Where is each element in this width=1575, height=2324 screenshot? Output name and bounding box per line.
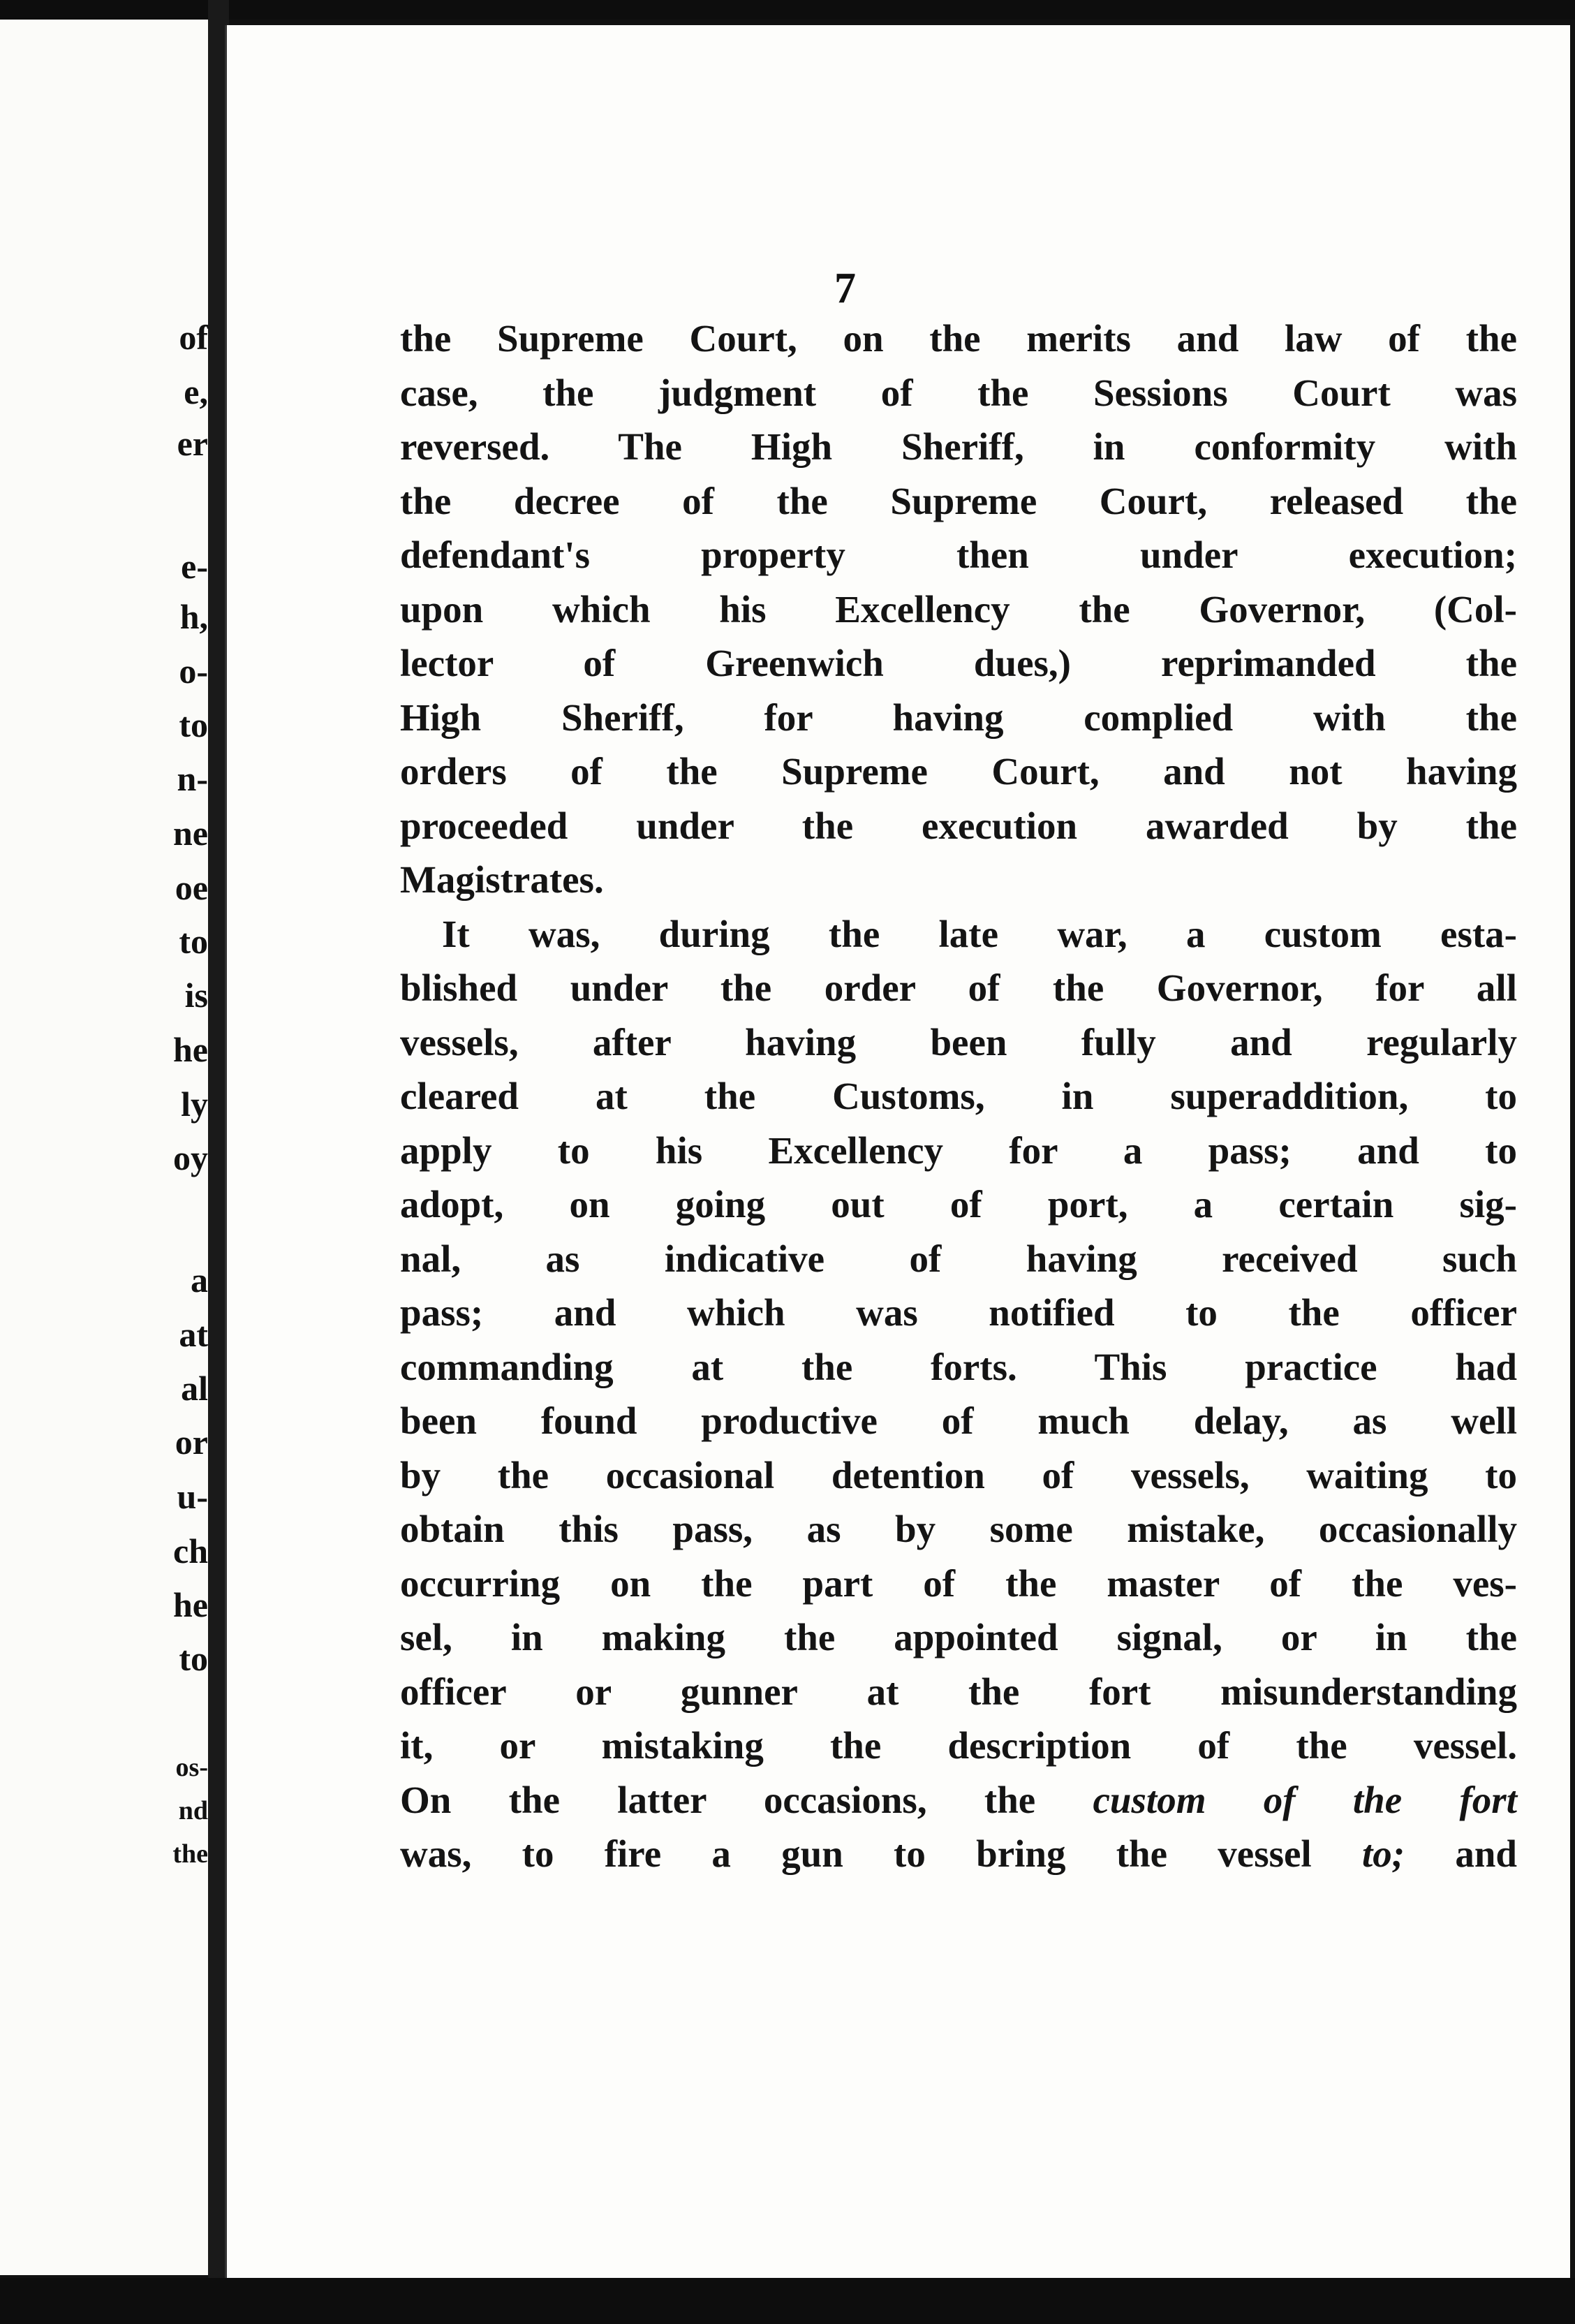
text-line: officer or gunner at the fort misunderstanding <box>400 1670 1517 1713</box>
text-line: upon which his Excellency the Governor, (Col- <box>400 587 1517 631</box>
left-fragment: oe <box>175 868 208 907</box>
scan-bottom-border <box>0 2278 1575 2324</box>
text-line: commanding at the forts. This practice had <box>400 1345 1517 1388</box>
left-fragment: h, <box>179 597 208 636</box>
left-fragment: e, <box>184 372 208 411</box>
left-fragment: or <box>175 1422 208 1462</box>
body-text <box>400 311 1517 1881</box>
text-line: sel, in making the appointed signal, or in the <box>400 1616 1517 1659</box>
left-fragment: of <box>179 318 208 357</box>
left-fragment: er <box>177 424 208 463</box>
left-fragment: to <box>179 922 208 961</box>
text-line: it, or mistaking the description of the vessel. <box>400 1724 1517 1767</box>
text-line <box>400 1773 1517 1827</box>
text-line: nal, as indicative of having received such <box>400 1237 1517 1280</box>
text-line: reversed. The High Sheriff, in conformity with <box>400 425 1517 468</box>
left-fragment: u- <box>177 1477 208 1516</box>
left-fragment: he <box>173 1585 208 1624</box>
italic-text: custom of the fort <box>1093 1778 1517 1821</box>
left-fragment: nd <box>178 1796 208 1825</box>
text-line <box>400 1827 1517 1881</box>
left-fragment: at <box>179 1315 208 1354</box>
left-fragment: n- <box>177 759 208 798</box>
left-fragment: ne <box>173 814 208 853</box>
left-fragment: al <box>181 1369 208 1408</box>
left-fragment: ch <box>173 1531 208 1571</box>
text-line: orders of the Supreme Court, and not having <box>400 750 1517 793</box>
page-number: 7 <box>834 265 856 312</box>
text-line: the Supreme Court, on the merits and law of the <box>400 317 1517 360</box>
text-line: proceeded under the execution awarded by the <box>400 804 1517 847</box>
left-fragment: os- <box>175 1753 208 1782</box>
text-line: High Sheriff, for having complied with the <box>400 696 1517 739</box>
text-line: blished under the order of the Governor, for all <box>400 966 1517 1009</box>
text-line: Magistrates. <box>400 858 604 901</box>
text-run: and <box>1405 1832 1517 1875</box>
left-fragment: he <box>173 1030 208 1069</box>
left-fragment: the <box>172 1839 208 1869</box>
text-run: On the latter occasions, the <box>400 1778 1093 1821</box>
text-line: the decree of the Supreme Court, released the <box>400 479 1517 522</box>
text-line: case, the judgment of the Sessions Court was <box>400 371 1517 414</box>
text-line: adopt, on going out of port, a certain sig- <box>400 1183 1517 1226</box>
text-line: occurring on the part of the master of the ves- <box>400 1561 1517 1605</box>
scan-top-border <box>0 0 1575 20</box>
left-fragment: e- <box>181 547 208 586</box>
text-line: lector of Greenwich dues,) reprimanded the <box>400 642 1517 684</box>
text-line: been found productive of much delay, as well <box>400 1399 1517 1442</box>
left-fragment: to <box>179 1639 208 1678</box>
left-fragment: o- <box>179 652 208 691</box>
left-page-edge <box>0 20 208 2275</box>
text-line: It was, during the late war, a custom esta- <box>442 912 1517 955</box>
left-fragment: ly <box>181 1084 208 1124</box>
text-line: pass; and which was notified to the officer <box>400 1291 1517 1334</box>
text-line: by the occasional detention of vessels, waiting to <box>400 1453 1517 1496</box>
text-line: defendant's property then under execution; <box>400 534 1517 576</box>
text-run: was, to fire a gun to bring the vessel <box>400 1832 1362 1875</box>
left-fragment: a <box>191 1260 208 1300</box>
right-page <box>225 25 1570 2279</box>
text-line: cleared at the Customs, in superaddition, to <box>400 1075 1517 1117</box>
left-fragment: is <box>184 976 208 1015</box>
text-line: vessels, after having been fully and regularly <box>400 1020 1517 1064</box>
text-line: apply to his Excellency for a pass; and to <box>400 1128 1517 1172</box>
left-fragment: oy <box>173 1138 208 1177</box>
italic-text: to; <box>1361 1832 1405 1875</box>
left-fragment: to <box>179 705 208 744</box>
text-line: obtain this pass, as by some mistake, occasionally <box>400 1508 1517 1550</box>
